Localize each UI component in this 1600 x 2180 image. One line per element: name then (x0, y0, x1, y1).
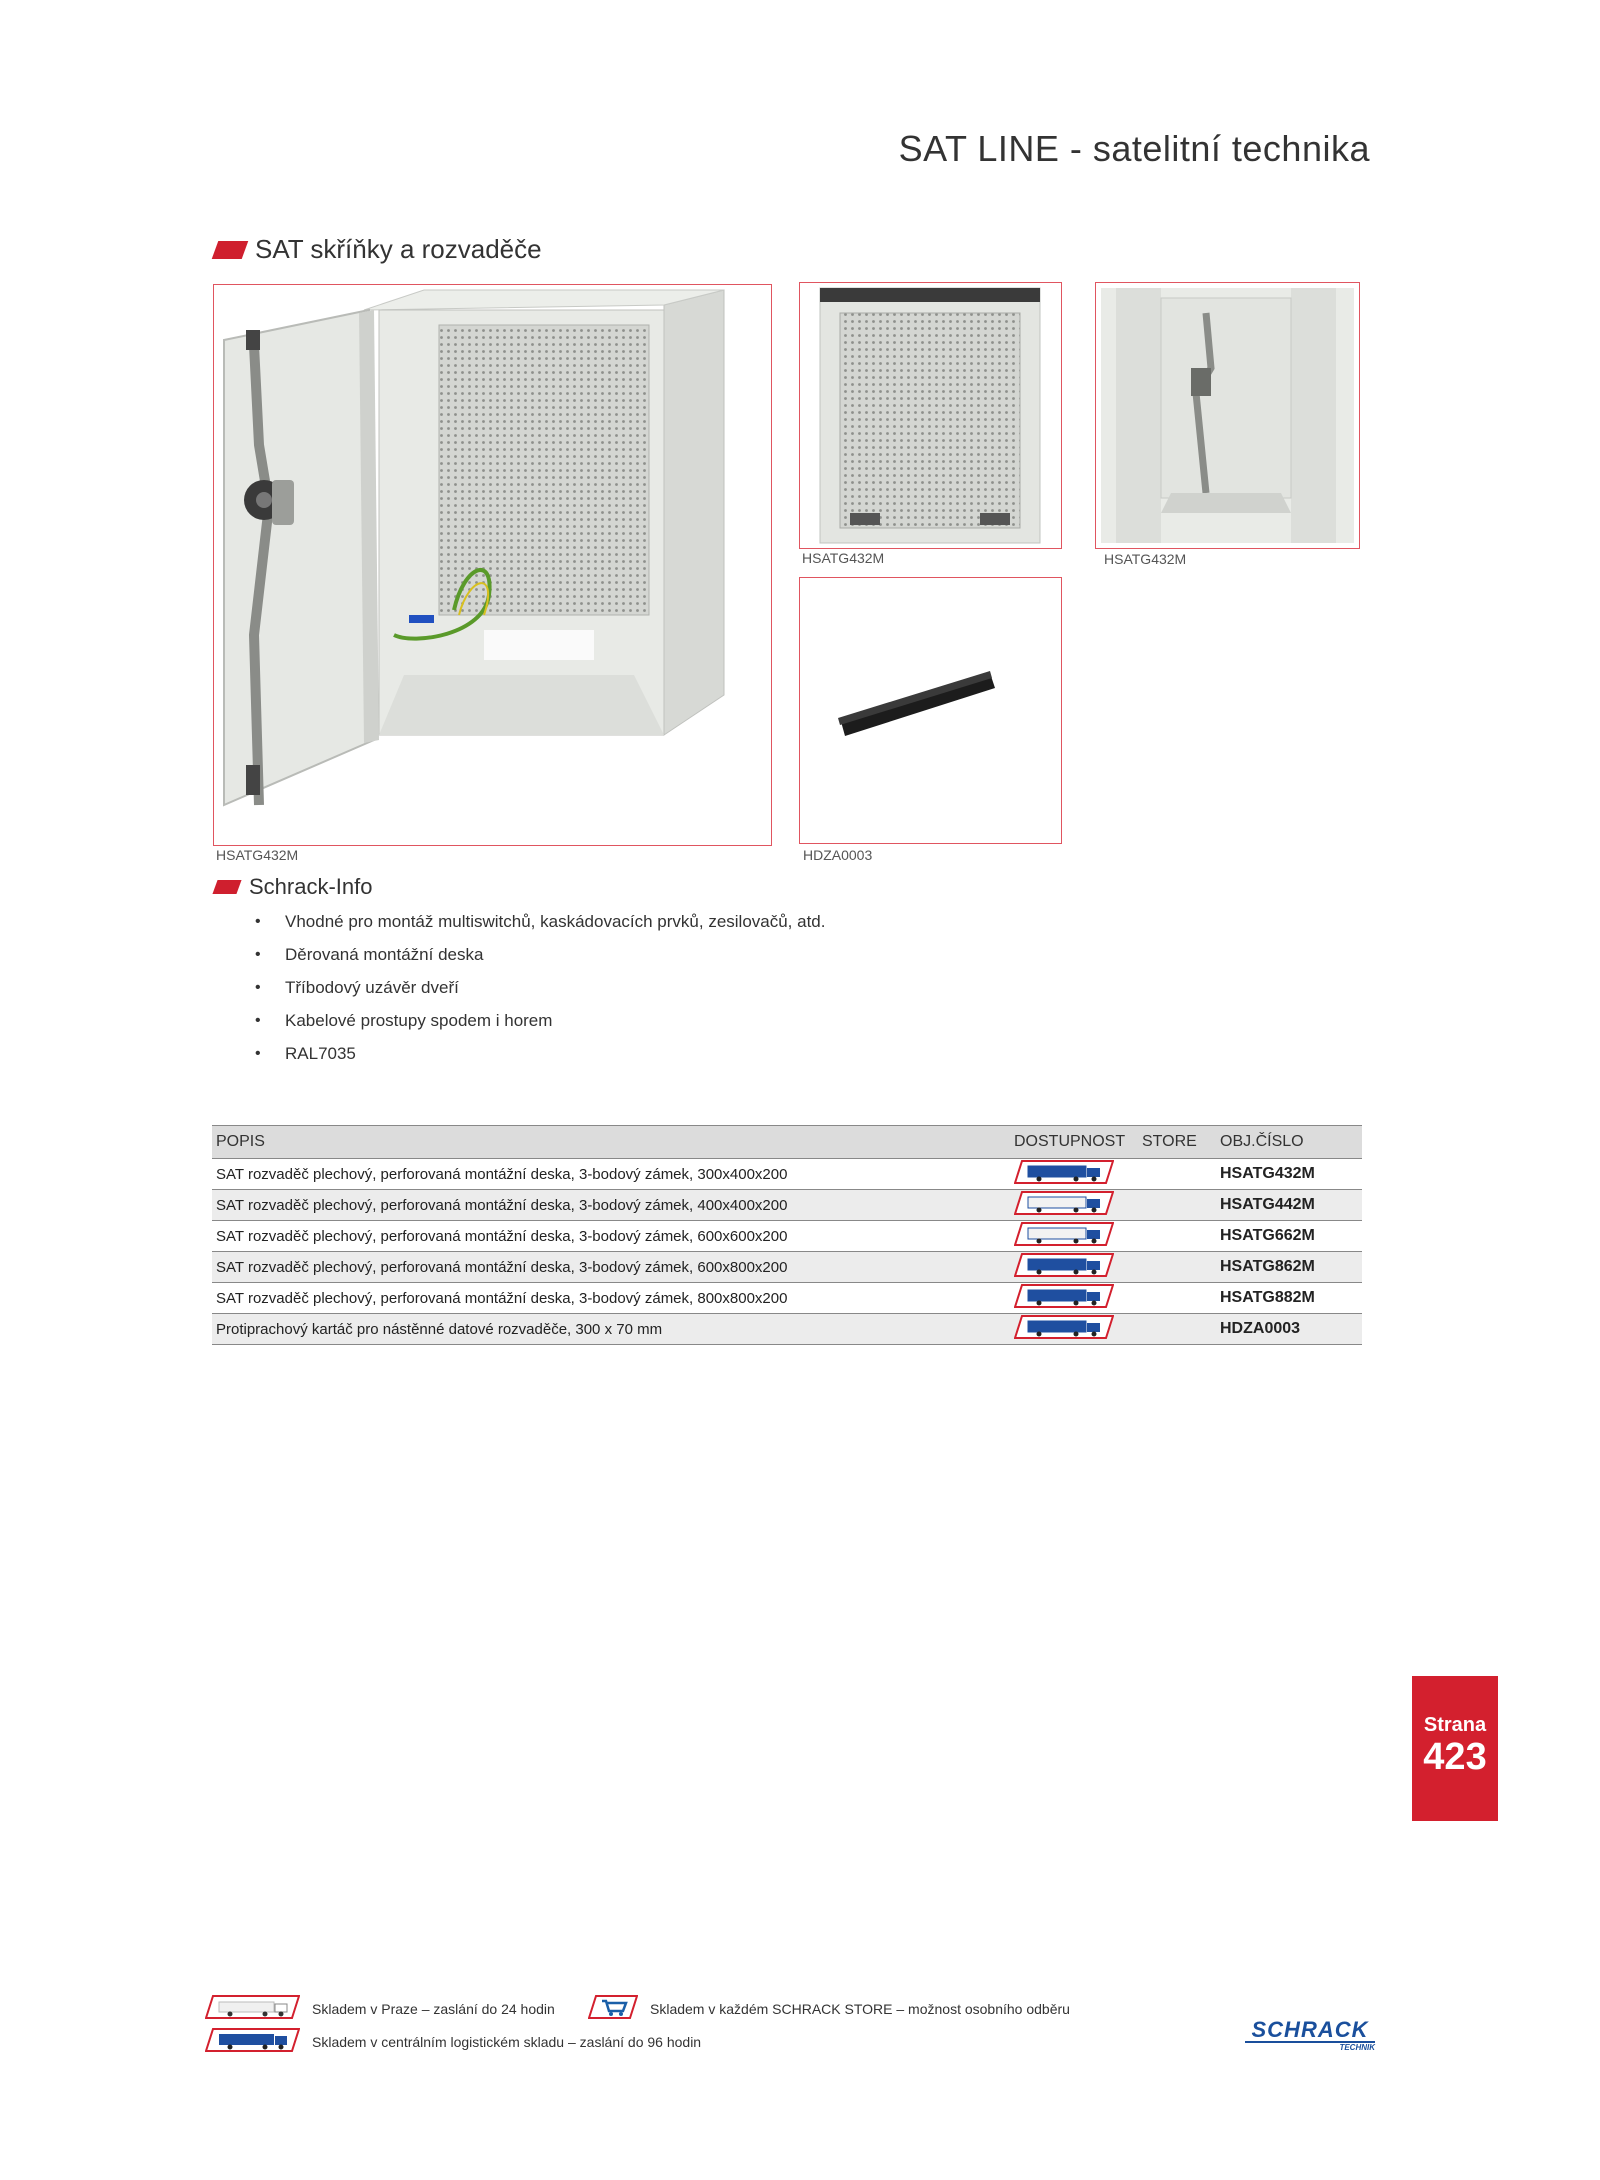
caption-open-cabinet: HSATG432M (216, 847, 299, 863)
truck-icon (1014, 1327, 1114, 1344)
col-obj-cislo: OBJ.ČÍSLO (1216, 1126, 1362, 1159)
truck-blue-icon (205, 2027, 300, 2056)
cell-order-number[interactable]: HDZA0003 (1216, 1314, 1362, 1345)
legend-store: Skladem v každém SCHRACK STORE – možnost osobního odběru (588, 1994, 1070, 2023)
cell-description: Protiprachový kartáč pro nástěnné datové rozvaděče, 300 x 70 mm (212, 1314, 1010, 1345)
logo-sub: TECHNIK (1339, 2043, 1375, 2052)
cell-availability (1010, 1159, 1138, 1190)
truck-icon (1014, 1265, 1114, 1282)
caption-mounting-plate: HSATG432M (802, 550, 885, 566)
page-title: SAT LINE - satelitní technika (898, 128, 1370, 169)
table-row (212, 1252, 1362, 1283)
bullet-icon: • (255, 945, 261, 963)
section-title: SAT skříňky a rozvaděče (255, 234, 542, 264)
cell-store (1138, 1314, 1216, 1345)
cell-store (1138, 1221, 1216, 1252)
logo-name: SCHRACK (1245, 2019, 1375, 2043)
col-dostupnost: DOSTUPNOST (1010, 1126, 1138, 1159)
section-marker-icon (212, 241, 249, 259)
list-item: • Děrovaná montážní deska (215, 938, 826, 971)
schrack-logo (1245, 2019, 1375, 2052)
cell-description: SAT rozvaděč plechový, perforovaná montážní deska, 3-bodový zámek, 400x400x200 (212, 1190, 1010, 1221)
photo-mounting-plate (799, 282, 1062, 549)
section-marker-icon (212, 880, 241, 894)
product-table (212, 1125, 1362, 1345)
cell-store (1138, 1190, 1216, 1221)
list-item: • Vhodné pro montáž multiswitchů, kaskádovacích prvků, zesilovačů, atd. (215, 905, 826, 938)
list-item: • Tříbodový uzávěr dveří (215, 971, 826, 1004)
table-header-row (212, 1126, 1362, 1159)
caption-empty-cabinet: HSATG432M (1104, 551, 1187, 567)
caption-dust-brush: HDZA0003 (803, 847, 873, 863)
cell-availability (1010, 1190, 1138, 1221)
table-row (212, 1314, 1362, 1345)
truck-icon (1014, 1203, 1114, 1220)
page-label: Strana (1423, 1714, 1487, 1736)
list-item: • RAL7035 (215, 1037, 826, 1070)
cell-order-number[interactable]: HSATG862M (1216, 1252, 1362, 1283)
cell-store (1138, 1252, 1216, 1283)
cell-order-number[interactable]: HSATG442M (1216, 1190, 1362, 1221)
cell-availability (1010, 1252, 1138, 1283)
cell-store (1138, 1283, 1216, 1314)
col-popis: POPIS (212, 1126, 1010, 1159)
cell-description: SAT rozvaděč plechový, perforovaná montážní deska, 3-bodový zámek, 600x600x200 (212, 1221, 1010, 1252)
cell-description: SAT rozvaděč plechový, perforovaná montážní deska, 3-bodový zámek, 800x800x200 (212, 1283, 1010, 1314)
photo-empty-cabinet (1095, 282, 1360, 549)
section-heading-cabinets (215, 234, 542, 265)
cell-order-number[interactable]: HSATG882M (1216, 1283, 1362, 1314)
bullet-icon: • (255, 978, 261, 996)
table-row (212, 1190, 1362, 1221)
photo-dust-brush (799, 577, 1062, 844)
cell-description: SAT rozvaděč plechový, perforovaná montážní deska, 3-bodový zámek, 300x400x200 (212, 1159, 1010, 1190)
table-row (212, 1159, 1362, 1190)
section-heading-info (215, 874, 373, 900)
list-item: • Kabelové prostupy spodem i horem (215, 1004, 826, 1037)
page-number: 423 (1423, 1736, 1487, 1778)
bullet-icon: • (255, 1011, 261, 1029)
cell-availability (1010, 1283, 1138, 1314)
legend-central: Skladem v centrálním logistickém skladu – zaslání do 96 hodin (205, 2027, 701, 2056)
truck-icon (1014, 1234, 1114, 1251)
table-row (212, 1283, 1362, 1314)
truck-icon (1014, 1172, 1114, 1189)
cell-availability (1010, 1314, 1138, 1345)
table-row (212, 1221, 1362, 1252)
truck-white-icon (205, 1994, 300, 2023)
bullet-icon: • (255, 1044, 261, 1062)
truck-icon (1014, 1296, 1114, 1313)
legend-prague: Skladem v Praze – zaslání do 24 hodin (205, 1994, 555, 2023)
cell-availability (1010, 1221, 1138, 1252)
page-number-badge (1412, 1676, 1498, 1821)
cart-icon (588, 1994, 638, 2023)
cell-order-number[interactable]: HSATG432M (1216, 1159, 1362, 1190)
info-list (215, 905, 826, 1070)
col-store: STORE (1138, 1126, 1216, 1159)
bullet-icon: • (255, 912, 261, 930)
cell-store (1138, 1159, 1216, 1190)
cell-order-number[interactable]: HSATG662M (1216, 1221, 1362, 1252)
cell-description: SAT rozvaděč plechový, perforovaná montážní deska, 3-bodový zámek, 600x800x200 (212, 1252, 1010, 1283)
section-title: Schrack-Info (249, 874, 373, 899)
photo-open-cabinet (213, 284, 772, 846)
